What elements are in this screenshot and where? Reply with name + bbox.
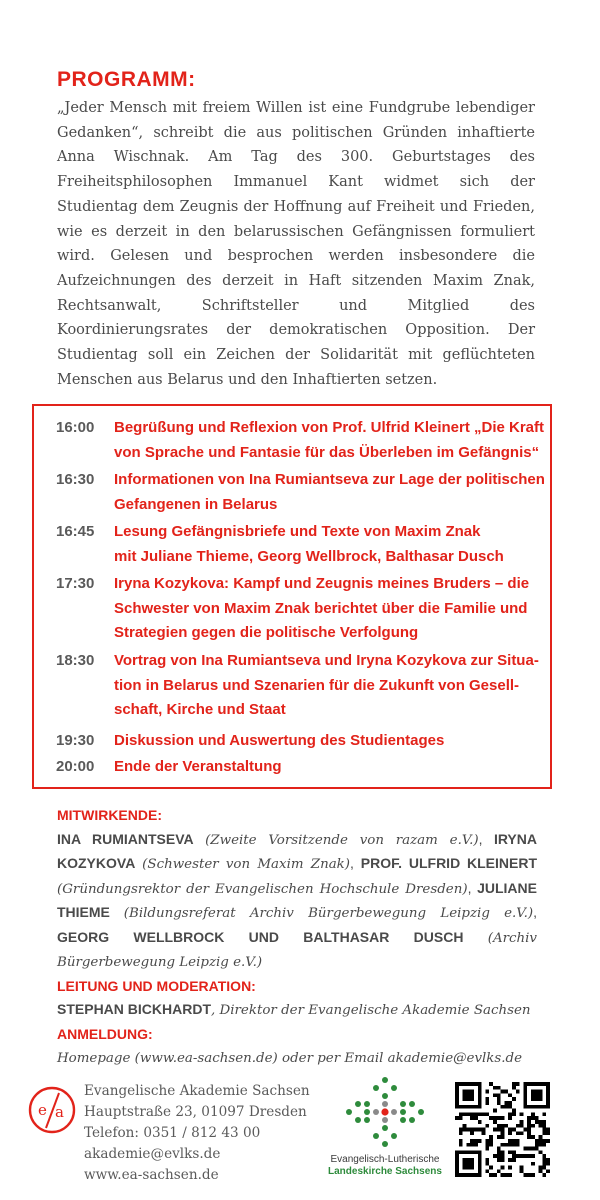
schedule-row (56, 520, 546, 569)
schedule-time: 18:30 (56, 652, 95, 669)
schedule-row (56, 755, 546, 780)
church-name-line2: Landeskirche Sachsens (328, 1166, 442, 1177)
schedule-time: 16:00 (56, 419, 95, 436)
anmeldung-text: Homepage (www.ea-sachsen.de) oder per Email akademie@evlks.de (57, 1051, 523, 1066)
schedule-row (56, 572, 546, 646)
person-name: INA RUMIANTSEVA (57, 830, 194, 847)
schedule-box (32, 404, 552, 789)
website-link[interactable]: www.ea-sachsen.de (84, 1167, 219, 1183)
church-name (310, 1154, 460, 1178)
schedule-time: 16:45 (56, 523, 95, 540)
schedule-text: Vortrag von Ina Rumiantseva und Iryna Kozykova zur Situa- tion in Belarus und Szenarien für die Zukunft von Gesell- schaft, Kirche und Staat (114, 652, 539, 719)
phone-number: Telefon: 0351 / 812 43 00 (84, 1125, 261, 1141)
person-name: PROF. ULFRID KLEINERT (360, 855, 538, 871)
street-address: Hauptstraße 23, 01097 Dresden (84, 1104, 307, 1120)
person-note: (Gründungsrektor der Evangelischen Hochschule Dresden) (57, 881, 468, 897)
leitung-note: , Direktor der Evangelische Akademie Sachsen (211, 1003, 531, 1018)
credits-section (57, 804, 537, 1071)
address-block (84, 1081, 310, 1186)
schedule-text: Iryna Kozykova: Kampf und Zeugnis meines Bruders – die Schwester von Maxim Znak berichtet über die Familie und Strategien gegen die politische Verfolgung (114, 575, 530, 642)
person-name: IRYNA KOZYKOVA (57, 830, 537, 871)
person-name: JULIANE THIEME (57, 879, 537, 920)
programm-intro: „Jeder Mensch mit freiem Willen ist eine Fundgrube lebendiger Gedanken“, schreibt die aus politischen Gründen inhaftierte Anna Wischnak. Am Tag des 300. Geburtstages des Freiheitsphilosophen Immanuel Kant widmet sich der Studientag dem Zeugnis der Hoffnung auf Freiheit und Frieden, wie es derzeit in den belarussischen Gefängnissen formuliert wird. Gelesen und besprochen werden insbesondere die Aufzeichnungen des derzeit in Haft sitzenden Maxim Znak, Rechtsanwalt, Schriftsteller und Mitglied des Koordinierungsrates der demokratischen Opposition. Der Studientag soll ein Zeichen der Solidarität mit geflüchteten Menschen aus Belarus und den Inhaftierten setzen. (57, 100, 535, 388)
leitung-line (57, 998, 537, 1023)
leitung-heading: LEITUNG UND MODERATION: (57, 977, 256, 994)
person-note: (Archiv Bürgerbewegung Leipzig e.V.) (57, 930, 538, 970)
schedule-row (56, 729, 546, 754)
schedule-text: Lesung Gefängnisbriefe und Texte von Maxim Znak mit Juliane Thieme, Georg Wellbrock, Balthasar Dusch (114, 523, 504, 565)
anmeldung-heading: ANMELDUNG: (57, 1025, 153, 1042)
schedule-row (56, 468, 546, 517)
person-note: (Schwester von Maxim Znak) (142, 857, 351, 872)
svg-text:a: a (55, 1103, 64, 1121)
leitung-name: STEPHAN BICKHARDT (57, 1001, 211, 1017)
schedule-time: 16:30 (56, 471, 95, 488)
person-note: (Zweite Vorsitzende von razam e.V.) (205, 832, 479, 848)
schedule-text: Ende der Veranstaltung (114, 758, 282, 775)
schedule-time: 17:30 (56, 575, 95, 592)
person-note: (Bildungsreferat Archiv Bürgerbewegung Leipzig e.V.) (123, 906, 534, 921)
person-name: GEORG WELLBROCK UND BALTHASAR DUSCH (57, 928, 464, 945)
programm-heading: PROGRAMM: (57, 68, 196, 91)
schedule-text: Begrüßung und Reflexion von Prof. Ulfrid Kleinert „Die Kraft von Sprache und Fantasie für das Überleben im Gefängnis“ (114, 419, 545, 461)
landeskirche-cross-icon (330, 1074, 440, 1154)
schedule-time: 19:30 (56, 732, 95, 749)
mitwirkende-heading: MITWIRKENDE: (57, 807, 162, 823)
org-name: Evangelische Akademie Sachsen (84, 1083, 310, 1099)
svg-text:e: e (38, 1101, 47, 1119)
schedule-row (56, 416, 546, 465)
church-name-line1: Evangelisch-Lutherische (330, 1154, 440, 1165)
ea-logo-icon (28, 1086, 76, 1134)
email-link[interactable]: akademie@evlks.de (84, 1146, 221, 1162)
mitwirkende-list: INA RUMIANTSEVA (Zweite Vorsitzende von razam e.V.), IRYNA KOZYKOVA (Schwester von Maxim Znak), PROF. ULFRID KLEINERT (Gründungsrektor der Evangelischen Hochschule Dresden), JULIANE THIEME (Bildungsreferat Archiv Bürgerbewegung Leipzig e.V.), GEORG WELLBROCK UND BALTHASAR DUSCH (Archiv Bürgerbewegung Leipzig e.V.) (57, 830, 538, 970)
schedule-text: Informationen von Ina Rumiantseva zur Lage der politischen Gefangenen in Belarus (114, 471, 545, 513)
schedule-row (56, 649, 546, 723)
schedule-text: Diskussion und Auswertung des Studientages (114, 732, 445, 749)
qr-code-icon[interactable] (455, 1082, 550, 1177)
schedule-time: 20:00 (56, 758, 95, 775)
